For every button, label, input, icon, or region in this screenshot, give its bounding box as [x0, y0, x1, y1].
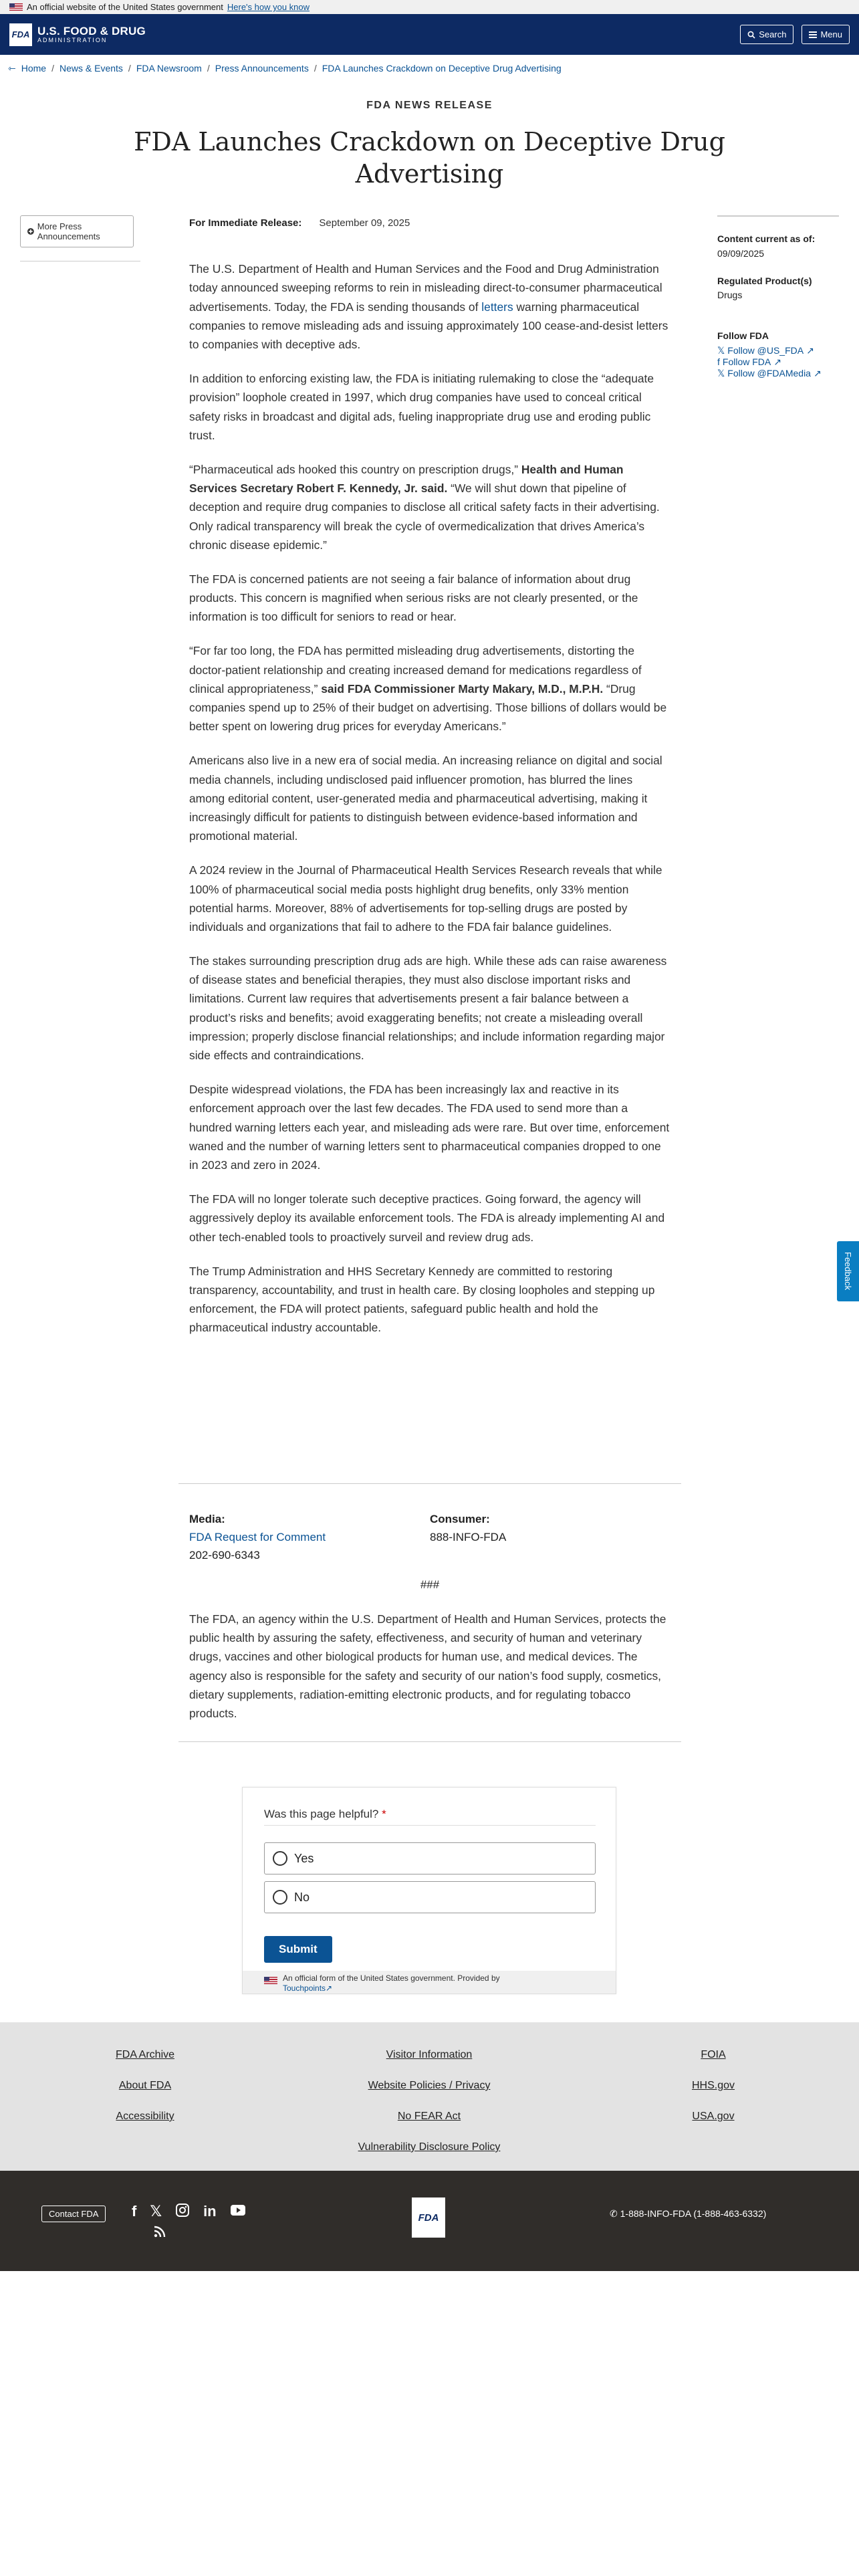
breadcrumb-news-events[interactable]: News & Events [59, 63, 123, 74]
breadcrumb-press-announcements[interactable]: Press Announcements [215, 63, 309, 74]
footer-bottom [0, 2171, 859, 2271]
more-press-announcements-label: More Press Announcements [37, 221, 100, 241]
end-mark: ### [420, 1578, 440, 1591]
flag-icon [9, 3, 23, 11]
fda-logo[interactable] [9, 23, 146, 46]
official-form-notice [243, 1971, 616, 1994]
footer-links [0, 2022, 859, 2171]
footer-about-fda[interactable]: About FDA [118, 2080, 172, 2091]
fda-logo-mark: FDA [9, 23, 32, 46]
search-icon [747, 31, 755, 39]
heres-how-you-know-link[interactable]: Here's how you know [227, 2, 310, 12]
radio-icon [273, 1890, 287, 1905]
facebook-icon[interactable]: f [132, 2203, 137, 2220]
x-icon: 𝕏 [717, 344, 725, 356]
breadcrumb: ⇽ Home / News & Events / FDA Newsroom / Press Announcements / FDA Launches Crackdown on Deceptive Drug Advertising [8, 63, 562, 74]
x-icon: 𝕏 [717, 367, 725, 379]
follow-links [717, 345, 839, 379]
external-link-icon: ↗ [806, 344, 814, 356]
breadcrumb-home[interactable]: Home [21, 63, 47, 74]
paragraph-7: A 2024 review in the Journal of Pharmaceutical Health Services Research reveals that while 100% of pharmaceutical social media posts highlight drug benefits, only 33% mention potential harms. Moreover, 88% of advertisements for top-selling drugs are posted by individuals and organizations that fail to adhere to the FDA fair balance guidelines. [189, 863, 662, 934]
official-form-text: An official form of the United States government. Provided by [283, 1973, 500, 1983]
paragraph-4: The FDA is concerned patients are not seeing a fair balance of information about drug products. This concern is magnified when serious risks are not clearly presented, or the information is too difficult for seniors to read or hear. [189, 572, 638, 624]
gov-banner-text: An official website of the United States government [27, 2, 223, 12]
news-release-kicker: FDA NEWS RELEASE [366, 100, 493, 111]
follow-fda-label: Follow FDA [717, 330, 769, 342]
sidebar [717, 215, 839, 379]
survey-option-yes[interactable]: Yes [264, 1842, 596, 1874]
body-divider [178, 1483, 681, 1484]
footer-usa-gov[interactable]: USA.gov [692, 2111, 735, 2122]
facebook-icon: f [717, 356, 720, 368]
paragraph-9: Despite widespread violations, the FDA has been increasingly lax and reactive in its enforcement approach over the last few decades. The FDA used to send more than a hundred warning letters each year, and misleading ads were rare. But over time, enforcement waned and the number of warning letters sent to pharmaceutical companies dropped to one in 2023 and zero in 2024. [189, 1083, 670, 1172]
content-current-value: 09/09/2025 [717, 247, 765, 259]
follow-us-fda-link[interactable]: 𝕏 Follow @US_FDA ↗ [717, 344, 814, 356]
search-button-label: Search [759, 29, 787, 39]
regulated-products-label: Regulated Product(s) [717, 275, 812, 286]
linkedin-icon[interactable]: in [203, 2203, 217, 2220]
gov-banner [0, 0, 859, 14]
letters-link[interactable]: letters [481, 300, 513, 314]
breadcrumb-newsroom[interactable]: FDA Newsroom [136, 63, 202, 74]
article-body [189, 215, 670, 1352]
logo-line2: ADMINISTRATION [37, 36, 108, 43]
instagram-icon[interactable] [175, 2203, 190, 2222]
fda-request-for-comment-link[interactable]: FDA Request for Comment [189, 1531, 326, 1544]
more-press-announcements-button[interactable] [20, 215, 134, 247]
feedback-tab[interactable]: Feedback [837, 1241, 859, 1301]
radio-icon [273, 1851, 287, 1866]
paragraph-5: “For far too long, the FDA has permitted misleading drug advertisements, distorting the doctor-patient relationship and creating increased demand for medications regardless of clinical appropriateness,” said FDA Commissioner Marty Makary, M.D., M.P.H. “Drug companies spend up to 25% of their budget on advertising. Those billions of dollars would be better spent on lowering drug prices for everyday Americans.” [189, 644, 667, 734]
survey-option-no[interactable]: No [264, 1881, 596, 1913]
youtube-icon[interactable] [230, 2203, 246, 2222]
touchpoints-link[interactable]: Touchpoints [283, 1983, 326, 1993]
regulated-products-value: Drugs [717, 290, 743, 301]
menu-button-label: Menu [820, 29, 842, 39]
breadcrumb-current-page[interactable]: FDA Launches Crackdown on Deceptive Drug Advertising [322, 63, 562, 74]
phone-icon: ✆ [610, 2208, 618, 2219]
paragraph-10: The FDA will no longer tolerate such deceptive practices. Going forward, the agency will aggressively deploy its available enforcement tools. The FDA is already implementing AI and other tech-enabled tools to proactively surveil and review drug ads. [189, 1192, 665, 1244]
survey-question-rule [264, 1825, 596, 1826]
search-button[interactable] [740, 25, 793, 44]
footer-fda-archive[interactable]: FDA Archive [115, 2049, 175, 2060]
footer-website-policies[interactable]: Website Policies / Privacy [368, 2080, 491, 2091]
required-mark: * [382, 1808, 386, 1820]
footer-foia[interactable]: FOIA [701, 2049, 726, 2060]
page-helpful-survey [242, 1787, 616, 1994]
about-fda-paragraph: The FDA, an agency within the U.S. Department of Health and Human Services, protects the public health by assuring the safety, effectiveness, and security of human and veterinary drugs, vaccines and other biological products for human use, and medical devices. The agency also is responsible for the safety and security of our nation’s food supply, cosmetics, dietary supplements, radiation-emitting electronic products, and for regulating tobacco products. [189, 1612, 666, 1720]
fda-footer-logo[interactable]: FDA [412, 2197, 445, 2238]
external-link-icon: ↗ [326, 1983, 333, 1993]
footer-accessibility[interactable]: Accessibility [116, 2111, 174, 2122]
release-line [189, 215, 670, 231]
logo-line1: U.S. FOOD & DRUG [37, 24, 146, 37]
fda-logo-text [37, 25, 146, 43]
rss-icon[interactable] [154, 2226, 166, 2242]
external-link-icon: ↗ [773, 356, 781, 367]
page-title: FDA Launches Crackdown on Deceptive Drug Advertising [134, 127, 725, 189]
external-link-icon: ↗ [813, 367, 822, 379]
paragraph-8: The stakes surrounding prescription drug ads are high. While these ads can raise awareness of disease states and beneficial therapies, they must also disclose important risks and limitations. Current law requires that advertisements present a fair balance between a product’s risks and benefits; avoid exaggerating benefits; not create a misleading overall impression; properly disclose financial relationships; and include information regarding major side effects and contraindications. [189, 954, 667, 1063]
x-icon[interactable]: 𝕏 [150, 2203, 162, 2220]
paragraph-6: Americans also live in a new era of social media. An increasing reliance on digital and social media channels, including undisclosed paid influencer promotion, has blurred the lines among editorial content, user-generated media and pharmaceutical advertising, making it increasingly difficult for patients to distinguish between evidence-based information and promotional material. [189, 754, 662, 843]
about-divider [178, 1741, 681, 1742]
plus-circle-icon [27, 227, 34, 235]
consumer-label: Consumer: [430, 1513, 490, 1525]
footer-visitor-information[interactable]: Visitor Information [386, 2049, 473, 2060]
paragraph-2: In addition to enforcing existing law, the FDA is initiating rulemaking to close the “adequate provision” loophole created in 1997, which drug companies have used to conceal critical safety risks in broadcast and digital ads, fueling inappropriate drug use and eroding public trust. [189, 372, 654, 442]
media-label: Media: [189, 1513, 225, 1525]
follow-fda-facebook-link[interactable]: f Follow FDA ↗ [717, 356, 781, 368]
flag-icon [264, 1977, 277, 1984]
left-column [20, 215, 134, 261]
press-contacts [189, 1510, 670, 1594]
header-buttons [740, 25, 850, 44]
release-label: For Immediate Release: [189, 217, 302, 229]
follow-fda-media-link[interactable]: 𝕏 Follow @FDAMedia ↗ [717, 367, 822, 379]
social-icons [132, 2203, 246, 2222]
menu-icon [809, 31, 817, 38]
survey-question: Was this page helpful? * [264, 1808, 386, 1820]
paragraph-1: The U.S. Department of Health and Human Services and the Food and Drug Administration today announced sweeping reforms to rein in misleading direct-to-consumer pharmaceutical advertisements. Today, the FDA is sending thousands of letters warning pharmaceutical companies to remove misleading ads and issuing approximately 100 cease-and-desist letters to companies with deceptive ads. [189, 262, 668, 352]
footer-phone: ✆ 1-888-INFO-FDA (1-888-463-6332) [610, 2208, 767, 2219]
contact-fda-button[interactable]: Contact FDA [41, 2206, 106, 2222]
menu-button[interactable] [802, 25, 850, 44]
footer-hhs-gov[interactable]: HHS.gov [691, 2080, 735, 2091]
footer-no-fear-act[interactable]: No FEAR Act [397, 2111, 461, 2122]
content-current-label: Content current as of: [717, 233, 816, 244]
survey-submit-button[interactable]: Submit [264, 1936, 332, 1963]
release-date: September 09, 2025 [319, 217, 410, 229]
paragraph-3: “Pharmaceutical ads hooked this country on prescription drugs,” Health and Human Services Secretary Robert F. Kennedy, Jr. said. “We will shut down that pipeline of deception and require drug companies to disclose all critical safety facts in their advertising. Only radical transparency will break the cycle of overmedicalization that drives America’s chronic disease epidemic.” [189, 462, 660, 552]
media-phone: 202-690-6343 [189, 1549, 260, 1562]
home-icon: ⇽ [8, 63, 16, 74]
paragraph-11: The Trump Administration and HHS Secretary Kennedy are committed to restoring transparency, accountability, and trust in health care. By closing loopholes and stepping up enforcement, the FDA will protect patients, safeguard public health and hold the pharmaceutical industry accountable. [189, 1264, 655, 1335]
consumer-phone: 888-INFO-FDA [430, 1531, 507, 1544]
footer-vulnerability-disclosure[interactable]: Vulnerability Disclosure Policy [358, 2141, 501, 2153]
site-header [0, 14, 859, 55]
